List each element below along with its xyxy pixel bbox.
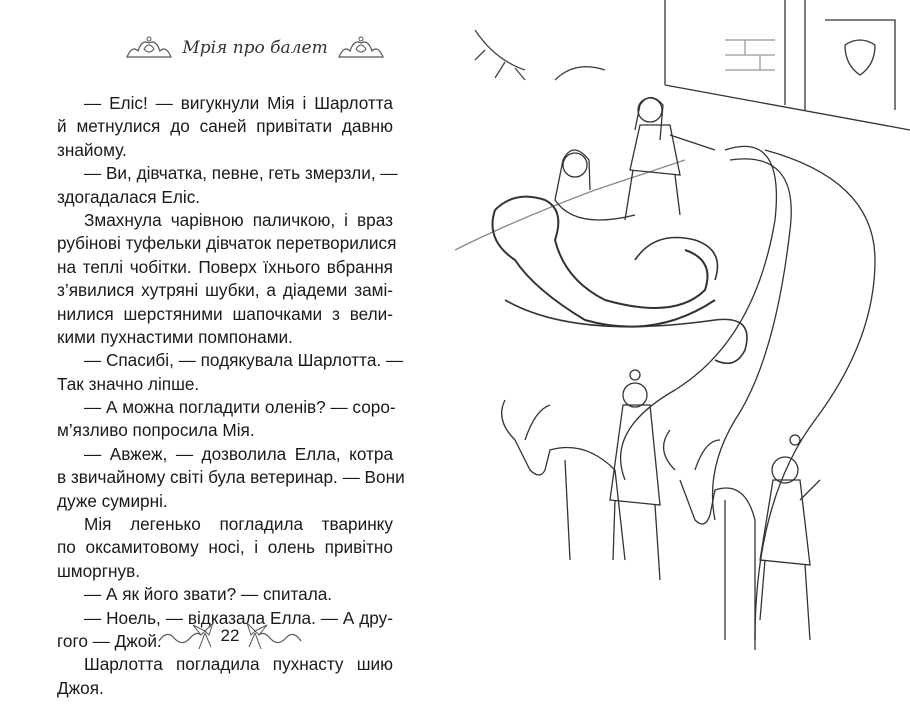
- tiara-icon: [124, 35, 174, 61]
- text-line: в звичайному світі була ветеринар. — Вони: [57, 467, 405, 488]
- text-line: на теплі чобітки. Поверх їхнього вбрання: [57, 256, 393, 277]
- tiara-icon: [336, 35, 386, 61]
- text-line: — А можна погладити оленів? — соро-: [84, 397, 396, 418]
- bow-ornament-icon: [245, 621, 303, 651]
- text-line: рубінові туфельки дівчаток перетворилися: [57, 233, 397, 254]
- text-line: Змахнула чарівною паличкою, і враз: [84, 209, 393, 230]
- bow-ornament-icon: [157, 621, 215, 651]
- text-line: — Авжеж, — дозволила Елла, котра: [84, 443, 393, 464]
- illustration-page: [455, 0, 910, 700]
- text-line: — Еліс! — вигукнули Мія і Шарлотта: [84, 93, 393, 113]
- book-title: Мрія про балет: [182, 38, 328, 58]
- page-number: 22: [220, 626, 240, 645]
- text-line: знайому.: [57, 139, 127, 160]
- left-page: [0, 0, 455, 700]
- text-line: — Ви, дівчатка, певне, геть змерзли, —: [84, 163, 398, 184]
- text-line: гого — Джой.: [57, 630, 162, 651]
- text-line: кими пухнастими помпонами.: [57, 326, 293, 347]
- text-line: й метнулися до саней привітати давню: [57, 116, 393, 137]
- running-header: [110, 30, 400, 66]
- page-footer: [150, 618, 310, 654]
- text-line: шморгнув.: [57, 560, 140, 581]
- text-line: дуже сумирні.: [57, 490, 168, 511]
- sleigh-reindeer-girls-illustration: [455, 0, 910, 700]
- text-line: — Ноель, — відказала Елла. — А дру-: [84, 607, 393, 628]
- text-line: нилися шерстяними шапочками з вели-: [57, 303, 393, 324]
- text-line: — Спасибі, — подякувала Шарлотта. —: [84, 350, 404, 371]
- text-line: здогадалася Еліс.: [57, 186, 201, 207]
- text-line: Мія легенько погладила тваринку: [84, 514, 393, 535]
- text-line: м’язливо попросила Мія.: [57, 420, 255, 441]
- body-text: [57, 92, 405, 700]
- text-line: з’явилися хутряні шубки, а діадеми замі-: [57, 280, 393, 301]
- text-line: по оксамитовому носі, і олень привітно: [57, 537, 393, 558]
- text-line: Так значно ліпше.: [57, 373, 200, 394]
- text-line: Джоя.: [57, 677, 104, 698]
- text-line: Шарлотта погладила пухнасту шию: [84, 654, 393, 675]
- text-line: — А як його звати? — спитала.: [84, 584, 333, 605]
